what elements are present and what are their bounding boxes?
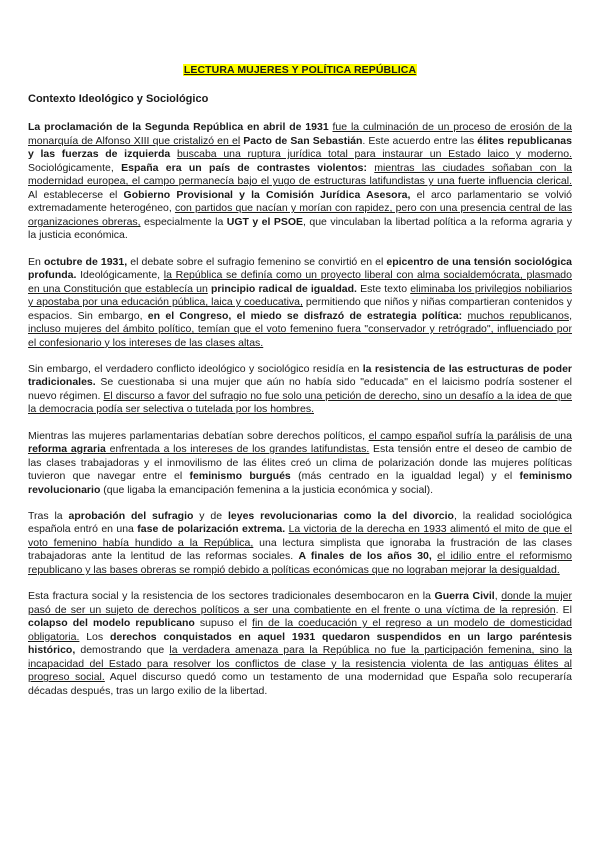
underlined-text: La victoria de la derecha en 1933 alimentó el mito de que el voto femenino había hundido a la República, [28, 523, 572, 549]
underlined-text: muchos republicanos, incluso mujeres del ámbito político, temían que el voto femenino fuera "conservador y retrógrado", influenciado por el confesionario y los intereses de las clases altas. [28, 309, 572, 349]
underlined-text: el idilio entre el reformismo republicano y las bases obreras se rompió debido a políticas económicas que no lograban mejorar la desigualdad. [28, 550, 572, 576]
body-paragraph [28, 363, 572, 417]
text-run: , que vinculaban la libertad política a la reforma agraria y la justicia económica. [28, 215, 572, 242]
emphasis-text: UGT y el PSOE [226, 215, 304, 228]
text-run: Mientras las mujeres parlamentarias debatían sobre derechos políticos, [28, 429, 369, 442]
emphasis-text: epicentro de una tensión sociológica profunda. [28, 255, 573, 282]
text-run: Aquel discurso quedó como un testamento de una modernidad que España solo recuperaría décadas después, tras un largo exilio de la libertad. [28, 671, 572, 697]
body-paragraph [28, 430, 572, 498]
text-run: una lectura simplista que ignoraba la frustración de las clases trabajadoras ante la lentitud de las reformas sociales. [28, 536, 572, 563]
text-run: Ideológicamente, [76, 269, 164, 282]
body-paragraph [28, 256, 572, 351]
text-run: Este texto [356, 282, 411, 295]
text-run: supuso el [194, 617, 253, 630]
text-run: . Este acuerdo entre las [362, 134, 478, 147]
underlined-text: con partidos que nacían y morían con rapidez, pero con una presencia central de las organizaciones obreras, [28, 202, 572, 228]
emphasis-text: A finales de los años 30, [298, 550, 432, 563]
emphasis-text: reforma agraria [28, 443, 106, 456]
emphasis-text: aprobación del sufragio [68, 509, 194, 522]
text-run: el arco parlamentario se volvió extremadamente heterogéneo, [28, 188, 572, 215]
text-run: Esta tensión entre el deseo de cambio de las clases trabajadoras y el inmovilismo de las élites creó un clima de polarización donde las mujeres políticas tuvieron que navegar entre el [28, 443, 572, 483]
text-run: especialmente la [140, 215, 227, 228]
text-run: Se cuestionaba si una mujer que aún no había sido "educada" en el laicismo podría sostener el nuevo régimen. [28, 376, 572, 402]
underlined-text: el campo español sufría la parálisis de una [368, 429, 572, 442]
text-run: demostrando que [75, 644, 170, 657]
text-run: En [28, 255, 44, 268]
title-block [28, 64, 572, 78]
text-run: el debate sobre el sufragio femenino se convirtió en el [127, 255, 387, 268]
emphasis-text: fase de polarización extrema. [137, 523, 286, 536]
text-run [170, 148, 177, 160]
emphasis-text: Pacto de San Sebastián [243, 134, 363, 147]
document-title: LECTURA MUJERES Y POLÍTICA REPÚBLICA [183, 64, 417, 76]
emphasis-text: octubre de 1931, [43, 255, 128, 268]
text-run: (que ligaba la emancipación femenina a la justicia económica y social). [100, 483, 434, 496]
text-run: Los [79, 630, 110, 643]
underlined-text: buscaba una ruptura jurídica total para instaurar un Estado laico y moderno. [176, 148, 573, 161]
emphasis-text: en el Congreso, el miedo se disfrazó de estrategia política: [147, 309, 463, 322]
body-paragraph [28, 590, 572, 698]
emphasis-text: colapso del modelo republicano [28, 617, 195, 630]
text-run: permitiendo que niños y niñas compartieran contenidos y espacios. Sin embargo, [28, 296, 572, 322]
text-run: Sin embargo, el verdadero conflicto ideológico y sociológico residía en [28, 362, 363, 375]
emphasis-text: principio radical de igualdad. [210, 282, 357, 295]
body-paragraph [28, 510, 572, 578]
underlined-text: donde la mujer pasó de ser un sujeto de derechos políticos a ser una combatiente en el frente o una víctima de la represión [28, 590, 573, 616]
text-run: Tras la [28, 509, 69, 522]
underlined-text: la República se definía como un proyecto liberal con alma socialdemócrata, plasmado en una Constitución que establecía un [28, 269, 572, 295]
emphasis-text: la resistencia de las estructuras de poder tradicionales. [28, 362, 572, 389]
emphasis-text: leyes revolucionarias como la del divorcio [227, 509, 454, 522]
text-run: . El [555, 603, 572, 616]
underlined-text: fin de la coeducación y el regreso a un modelo de domesticidad obligatoria. [28, 617, 572, 643]
section-heading: Contexto Ideológico y Sociológico [28, 92, 209, 105]
text-run: , [494, 590, 502, 602]
text-run: Sociológicamente, [28, 161, 122, 174]
underlined-text: eliminaba los privilegios nobiliarios y apostaba por una educación pública, laica y coeducativa, [28, 282, 572, 309]
text-run: Al establecerse el [28, 188, 124, 201]
text-run: Esta fractura social y la resistencia de los sectores tradicionales desembocaron en la [28, 590, 435, 602]
underlined-text: fue la culminación de un proceso de erosión de la monarquía de Alfonso XIII que cristalizó en el [28, 121, 572, 147]
underlined-text: El discurso a favor del sufragio no fue solo una petición de derecho, sino un desafío a la idea de que la democracia podía ser selectiva o tutelada por los hombres. [28, 389, 572, 416]
emphasis-text: feminismo burgués [189, 470, 291, 483]
underlined-text: la verdadera amenaza para la República no fue la participación femenina, sino la incapacidad del Estado para resolver los conflictos de clase y la resistencia violenta de las antiguas élites al progreso social. [28, 644, 573, 684]
emphasis-text: élites republicanas y las fuerzas de izquierda [28, 134, 572, 161]
emphasis-text: Guerra Civil [434, 590, 495, 602]
text-run: , la realidad sociológica española entró en una [28, 509, 572, 536]
text-run: y de [193, 509, 228, 522]
emphasis-text: derechos conquistados en aquel 1931 quedaron suspendidos en un largo paréntesis histórico, [28, 630, 572, 657]
underlined-text: mientras las ciudades soñaban con la modernidad europea, el campo permanecía bajo el yugo de estructuras latifundistas y una fuerte influencia clerical. [28, 161, 572, 188]
emphasis-text: España era un país de contrastes violentos: [121, 161, 367, 174]
emphasis-text: La proclamación de la Segunda República en abril de 1931 [28, 121, 329, 134]
body-paragraph [28, 121, 572, 243]
underlined-text: enfrentada a los intereses de los grandes latifundistas. [105, 443, 370, 456]
emphasis-text: feminismo revolucionario [28, 470, 572, 496]
text-run: (más centrado en la igualdad legal) y el [290, 470, 520, 483]
emphasis-text: Gobierno Provisional y la Comisión Jurídica Asesora, [123, 188, 411, 201]
document-body [28, 121, 572, 698]
